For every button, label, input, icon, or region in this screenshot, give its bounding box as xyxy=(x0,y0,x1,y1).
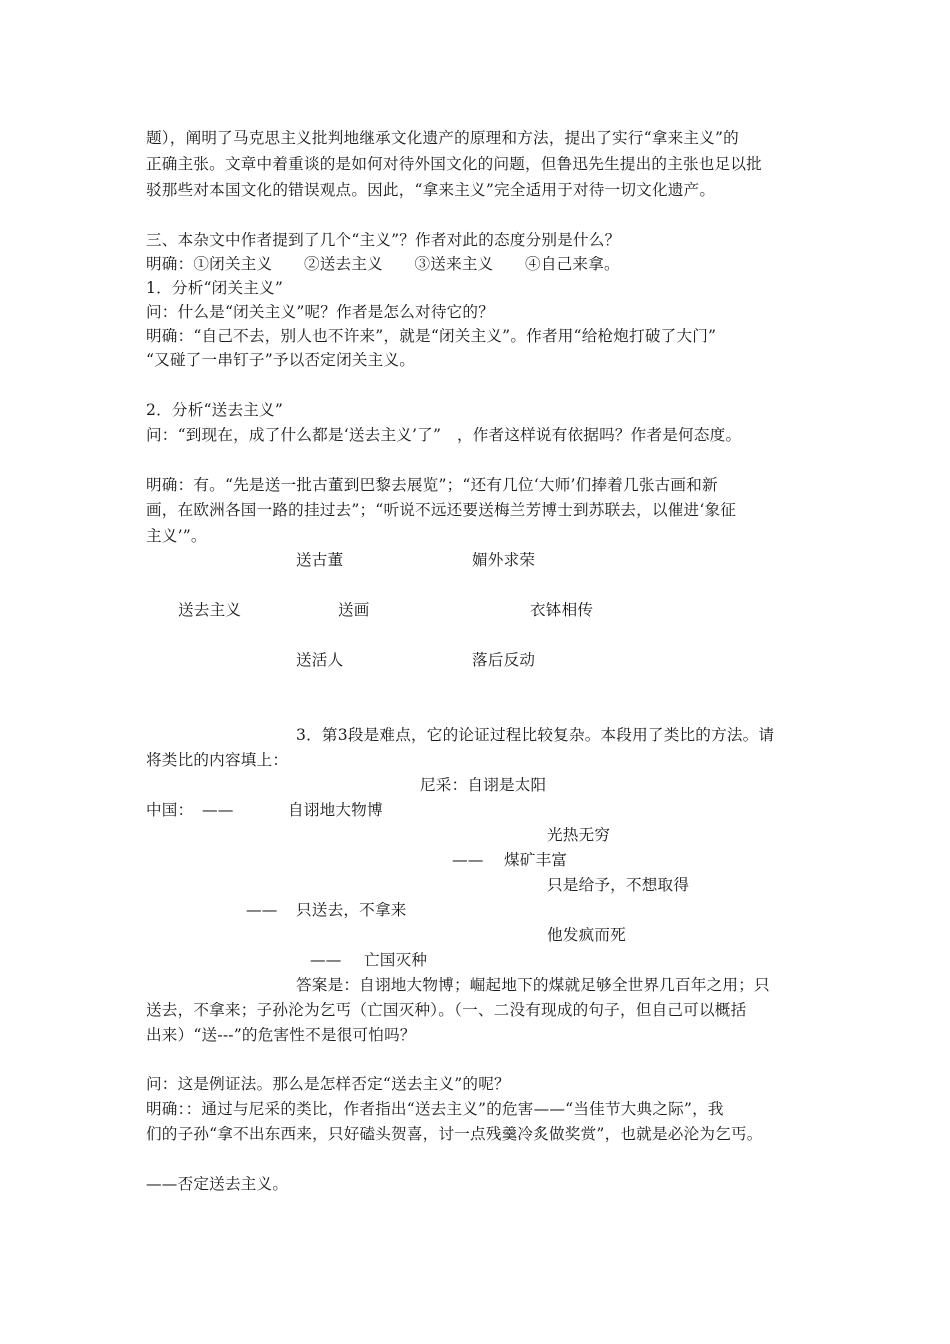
part3-answer-line-3: 出来）“送---”的危害性不是很可怕吗？ xyxy=(146,1026,416,1044)
part2-question: 问：“到现在，成了什么都是‘送去主义’了” ，作者这样说有依据吗？作者是何态度。 xyxy=(146,426,742,444)
part4-answer-line-1: 明确：：通过与尼采的类比，作者指出“送去主义”的危害——“当佳节大典之际”，我 xyxy=(146,1100,724,1118)
part2-answer-line-3: 主义’”。 xyxy=(146,527,207,545)
diagram-item-antiques: 送古董 xyxy=(296,551,344,569)
analogy-nietzsche: 尼采：自诩是太阳 xyxy=(420,776,547,794)
part4-conclusion: ——否定送去主义。 xyxy=(146,1175,289,1193)
analogy-mad-item: 他发疯而死 xyxy=(547,926,626,944)
intro-line-1: 题），阐明了马克思主义批判地继承文化遗产的原理和方法，提出了实行“拿来主义”的 xyxy=(146,129,739,147)
part3-answer-line-2: 送去，不拿来；子孙沦为乞丐（亡国灭种）。（一、二没有现成的句子，但自己可以概括 xyxy=(146,1001,747,1019)
part1-answer-line-1: 明确：“自己不去，别人也不许来”，就是“闭关主义”。作者用“给枪炮打破了大门” xyxy=(146,327,717,345)
diagram-result-inheritance: 衣钵相传 xyxy=(530,601,594,619)
analogy-dash-1: —— xyxy=(202,801,234,819)
part3-intro-line-1: 3．第3段是难点，它的论证过程比较复杂。本段用了类比的方法。请 xyxy=(296,726,775,744)
diagram-result-flattery: 媚外求荣 xyxy=(472,551,536,569)
part2-answer-line-1: 明确：有。“先是送一批古董到巴黎去展览”；“还有几位‘大师’们捧着几张古画和新 xyxy=(146,476,718,494)
part4-answer-line-2: 们的子孙“拿不出东西来，只好磕头贺喜，讨一点残羹冷炙做奖赏”，也就是必沦为乞丐。 xyxy=(146,1125,763,1143)
analogy-dash-4: —— xyxy=(310,951,342,969)
analogy-china-label: 中国： xyxy=(146,801,194,819)
analogy-china-item: 自诩地大物博 xyxy=(288,801,383,819)
analogy-dash-2: —— xyxy=(452,851,484,869)
part1-heading: 1．分析“闭关主义” xyxy=(146,279,284,297)
analogy-coal-item: 煤矿丰富 xyxy=(504,851,568,869)
part3-intro-line-2: 将类比的内容填上： xyxy=(146,751,289,769)
part1-question: 问：什么是“闭关主义”呢？作者是怎么对待它的？ xyxy=(146,303,495,321)
diagram-item-people: 送活人 xyxy=(296,651,344,669)
intro-line-2: 正确主张。文章中着重谈的是如何对待外国文化的问题，但鲁迅先生提出的主张也足以批 xyxy=(146,155,762,173)
analogy-send-item: 只送去，不拿来 xyxy=(296,901,407,919)
section3-question: 三、本杂文中作者提到了几个“主义”？作者对此的态度分别是什么？ xyxy=(146,231,621,249)
analogy-dash-3: —— xyxy=(246,901,278,919)
part2-heading: 2．分析“送去主义” xyxy=(146,401,284,419)
part4-question: 问：这是例证法。那么是怎样否定“送去主义”的呢？ xyxy=(146,1075,510,1093)
part1-answer-line-2: “又碰了一串钉子”予以否定闭关主义。 xyxy=(146,351,416,369)
diagram-item-paintings: 送画 xyxy=(338,601,370,619)
analogy-give-item: 只是给予，不想取得 xyxy=(547,876,690,894)
analogy-sun-item: 光热无穷 xyxy=(547,826,611,844)
intro-line-3: 驳那些对本国文化的错误观点。因此，“拿来主义”完全适用于对待一切文化遗产。 xyxy=(146,181,716,199)
section3-answer: 明确：①闭关主义 ②送去主义 ③送来主义 ④自己来拿。 xyxy=(146,255,620,273)
part2-answer-line-2: 画，在欧洲各国一路的挂过去”；“听说不远还要送梅兰芳博士到苏联去，以催进‘象征 xyxy=(146,501,737,519)
part3-answer-line-1: 答案是：自诩地大物博；崛起地下的煤就足够全世界几百年之用；只 xyxy=(296,976,770,994)
diagram-center: 送去主义 xyxy=(178,601,242,619)
analogy-perish-item: 亡国灭种 xyxy=(364,951,428,969)
diagram-result-backward: 落后反动 xyxy=(472,651,536,669)
